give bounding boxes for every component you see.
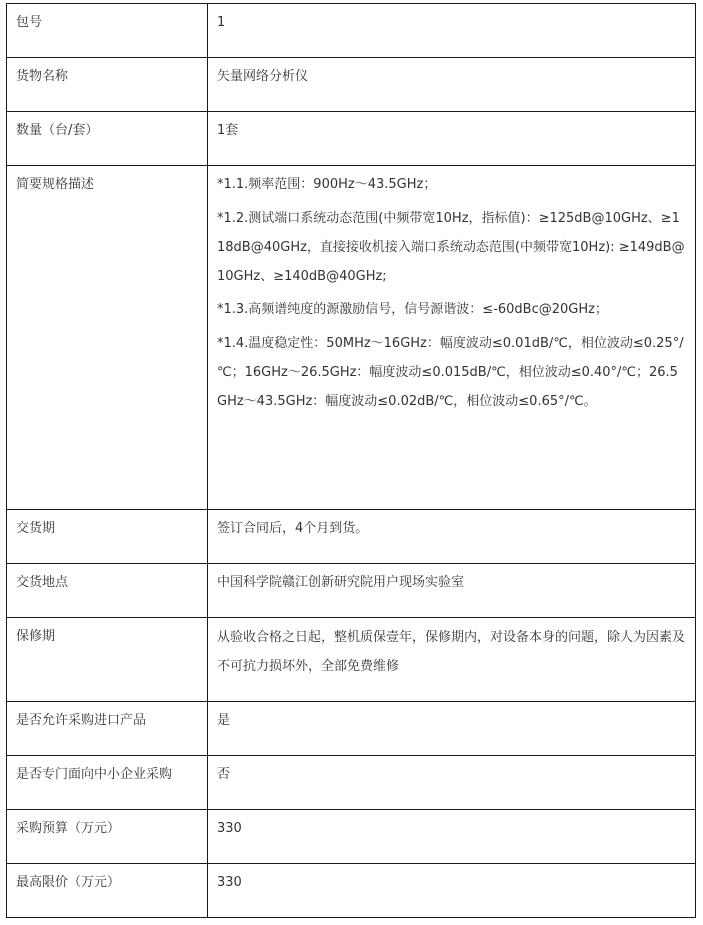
row-value: 中国科学院赣江创新研究院用户现场实验室 [208,564,696,618]
row-value: 1 [208,4,696,58]
table-row-delivery-time [7,510,696,564]
row-value: 矢量网络分析仪 [208,58,696,112]
row-label: 数量（台/套） [7,112,208,166]
table-row-package-no [7,4,696,58]
row-value: 1套 [208,112,696,166]
table-row-sme-only [7,756,696,810]
table-row-quantity [7,112,696,166]
table-row-spec-description [7,166,696,510]
row-value: 签订合同后，4个月到货。 [208,510,696,564]
row-label: 包号 [7,4,208,58]
row-value: 否 [208,756,696,810]
row-label: 交货地点 [7,564,208,618]
table-row-warranty [7,618,696,702]
row-value: 从验收合格之日起，整机质保壹年，保修期内，对设备本身的问题，除人为因素及不可抗力损坏外，全部免费维修 [208,618,696,702]
spec-item-1-2: *1.2.测试端口系统动态范围(中频带宽10Hz，指标值)：≥125dB@10GHz、≥118dB@40GHz，直接接收机接入端口系统动态范围(中频带宽10Hz): ≥149dB@10GHz、≥140dB@40GHz; [217,211,685,284]
table-row-max-price [7,864,696,918]
table-row-budget [7,810,696,864]
table-row-goods-name [7,58,696,112]
row-label: 是否专门面向中小企业采购 [7,756,208,810]
spec-description-cell [208,166,696,510]
spec-item-1-1: *1.1.频率范围：900Hz～43.5GHz； [217,177,437,192]
row-label: 最高限价（万元） [7,864,208,918]
table-row-import-allowed [7,702,696,756]
procurement-spec-table [6,3,696,918]
row-value: 330 [208,810,696,864]
row-label: 交货期 [7,510,208,564]
row-label: 简要规格描述 [7,166,208,510]
row-value: 330 [208,864,696,918]
row-label: 货物名称 [7,58,208,112]
row-label: 保修期 [7,618,208,702]
spec-item-1-3: *1.3.高频谱纯度的源激励信号，信号源谐波：≤-60dBc@20GHz； [217,302,608,317]
spec-item-1-4: *1.4.温度稳定性：50MHz～16GHz：幅度波动≤0.01dB/℃，相位波动≤0.25°/℃；16GHz～26.5GHz：幅度波动≤0.015dB/℃，相位波动≤0.40°/℃；26.5GHz～43.5GHz：幅度波动≤0.02dB/℃，相位波动≤0.65°/℃。 [217,336,684,409]
row-label: 是否允许采购进口产品 [7,702,208,756]
row-value: 是 [208,702,696,756]
row-label: 采购预算（万元） [7,810,208,864]
table-row-delivery-location [7,564,696,618]
